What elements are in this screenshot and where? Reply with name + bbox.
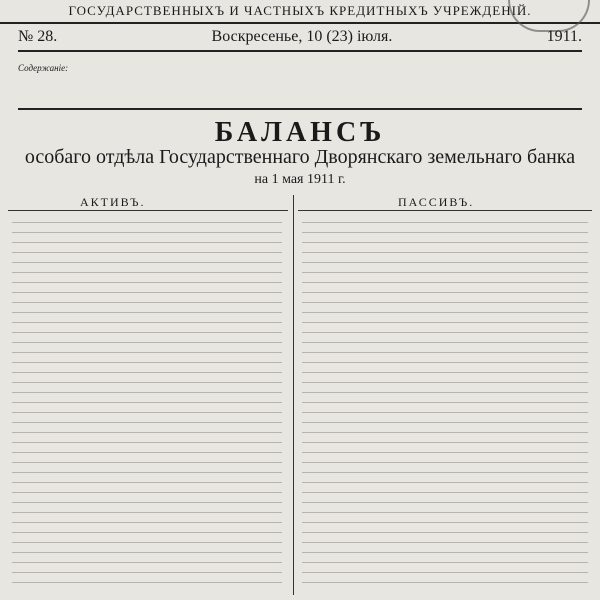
text-line [302, 552, 588, 553]
text-line [12, 562, 282, 563]
text-line [12, 552, 282, 553]
page-subtitle: особаго отдѣла Государственнаго Дворянскаго земельнаго банка [24, 146, 576, 168]
text-line [12, 452, 282, 453]
text-line [302, 432, 588, 433]
text-line [302, 252, 588, 253]
text-line [12, 412, 282, 413]
assets-text-area [12, 222, 282, 594]
text-line [12, 472, 282, 473]
liabilities-rule [298, 210, 592, 211]
text-line [12, 442, 282, 443]
text-line [12, 272, 282, 273]
text-line [302, 482, 588, 483]
text-line [302, 582, 588, 583]
text-line [302, 402, 588, 403]
text-line [302, 522, 588, 523]
text-line [302, 242, 588, 243]
text-line [302, 352, 588, 353]
text-line [12, 572, 282, 573]
text-line [302, 222, 588, 223]
balance-date: на 1 мая 1911 г. [254, 172, 346, 187]
column-divider [293, 195, 294, 595]
text-line [12, 542, 282, 543]
text-line [302, 452, 588, 453]
page-title: БАЛАНСЪ [214, 117, 386, 148]
issue-number: № 28. [18, 28, 58, 45]
text-line [302, 272, 588, 273]
text-line [12, 382, 282, 383]
text-line [12, 302, 282, 303]
text-line [12, 222, 282, 223]
text-line [12, 402, 282, 403]
text-line [12, 512, 282, 513]
text-line [12, 492, 282, 493]
issue-row [18, 27, 582, 52]
text-line [302, 562, 588, 563]
text-line [12, 582, 282, 583]
text-line [302, 382, 588, 383]
text-line [12, 502, 282, 503]
assets-heading: АКТИВЪ. [80, 195, 146, 209]
text-line [12, 482, 282, 483]
text-line [302, 532, 588, 533]
text-line [12, 312, 282, 313]
text-line [12, 462, 282, 463]
text-line [302, 442, 588, 443]
text-line [302, 292, 588, 293]
text-line [12, 282, 282, 283]
text-line [302, 472, 588, 473]
text-line [302, 362, 588, 363]
text-line [302, 302, 588, 303]
text-line [12, 342, 282, 343]
assets-rule [8, 210, 288, 211]
liabilities-heading: ПАССИВЪ. [398, 195, 475, 209]
text-line [302, 572, 588, 573]
text-line [12, 322, 282, 323]
text-line [302, 462, 588, 463]
contents-block [18, 58, 582, 110]
text-line [302, 262, 588, 263]
text-line [302, 512, 588, 513]
text-line [12, 372, 282, 373]
text-line [12, 392, 282, 393]
contents-label: Содержаніе: [18, 63, 69, 73]
text-line [12, 352, 282, 353]
text-line [302, 372, 588, 373]
text-line [302, 542, 588, 543]
text-line [12, 292, 282, 293]
text-line [12, 232, 282, 233]
text-line [12, 252, 282, 253]
issue-year: 1911. [546, 28, 582, 45]
text-line [12, 362, 282, 363]
text-line [12, 422, 282, 423]
text-line [302, 502, 588, 503]
text-line [12, 242, 282, 243]
text-line [12, 432, 282, 433]
text-line [302, 232, 588, 233]
text-line [302, 422, 588, 423]
text-line [12, 262, 282, 263]
issue-date: Воскресенье, 10 (23) іюля. [211, 28, 393, 45]
text-line [302, 332, 588, 333]
text-line [12, 532, 282, 533]
text-line [302, 492, 588, 493]
text-line [302, 392, 588, 393]
text-line [302, 412, 588, 413]
text-line [302, 322, 588, 323]
masthead: ГОСУДАРСТВЕННЫХЪ И ЧАСТНЫХЪ КРЕДИТНЫХЪ УЧРЕЖДЕНІЙ. [0, 0, 600, 24]
text-line [12, 332, 282, 333]
text-line [302, 312, 588, 313]
text-line [302, 342, 588, 343]
liabilities-text-area [302, 222, 588, 594]
text-line [302, 282, 588, 283]
text-line [12, 522, 282, 523]
